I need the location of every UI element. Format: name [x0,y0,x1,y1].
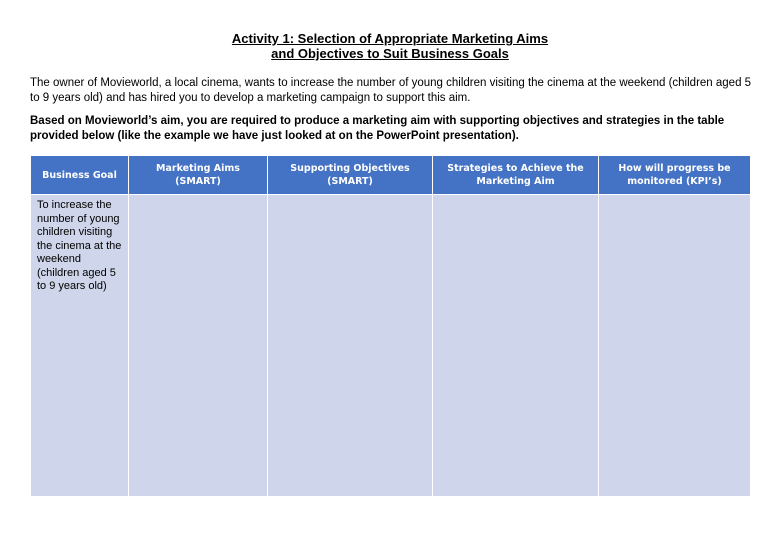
cell-strategies[interactable] [433,195,599,497]
cell-business-goal: To increase the number of young children visiting the cinema at the weekend (children aged 5 to 9 years old) [31,195,129,497]
header-supporting-objectives: Supporting Objectives (SMART) [268,156,433,195]
intro-paragraph: The owner of Movieworld, a local cinema, wants to increase the number of young children visiting the cinema at the weekend (children aged 5 to 9 years old) and has hired you to develop a marketing campaign to support this aim. [30,77,752,104]
cell-kpis[interactable] [599,195,751,497]
cell-supporting-objectives[interactable] [268,195,433,497]
header-marketing-aims: Marketing Aims (SMART) [129,156,268,195]
table-header-row [31,156,751,195]
activity-title-line-1: Activity 1: Selection of Appropriate Marketing Aims [231,31,549,46]
activity-title-line-2: and Objectives to Suit Business Goals [271,46,509,61]
header-strategies: Strategies to Achieve the Marketing Aim [433,156,599,195]
instruction-paragraph: Based on Movieworld’s aim, you are required to produce a marketing aim with supporting objectives and strategies in the table provided below (like the example we have just looked at on the PowerPoint presentation). [30,115,725,142]
activity-title [0,31,780,61]
header-kpis: How will progress be monitored (KPI’s) [599,156,751,195]
table-row [31,195,751,497]
cell-marketing-aims[interactable] [129,195,268,497]
header-business-goal: Business Goal [31,156,129,195]
marketing-plan-table [30,155,751,497]
